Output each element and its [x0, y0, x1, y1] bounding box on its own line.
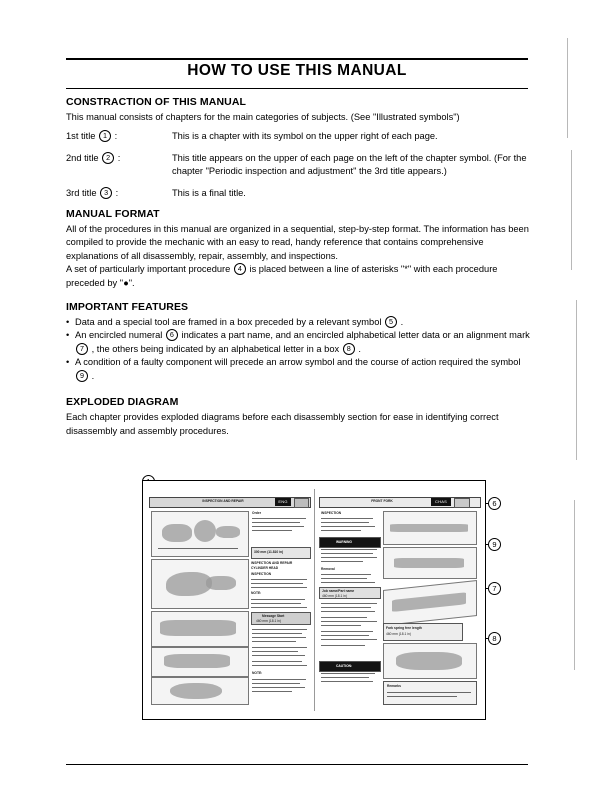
bullet-symbol: ●	[123, 277, 129, 288]
text-rule	[321, 574, 371, 575]
text-rule	[321, 611, 375, 612]
text-rule	[321, 631, 373, 632]
part-blob	[206, 576, 236, 590]
text-rule	[321, 677, 369, 678]
text-rule	[251, 607, 307, 608]
bottom-notes-label: Remarks	[387, 684, 401, 688]
caution-banner	[319, 661, 381, 672]
part-blob	[160, 620, 236, 636]
document-content	[66, 96, 532, 438]
figure-inner	[143, 481, 485, 719]
title-definition-table	[66, 130, 532, 208]
part-blob	[162, 524, 192, 542]
tool-spec-name: Fork spring free length	[386, 626, 422, 630]
component-illustration-a	[151, 611, 249, 647]
footer-rule	[66, 764, 528, 765]
left-header-title: INSPECTION AND REPAIR	[202, 499, 244, 503]
manual-format-paragraph-1: All of the procedures in this manual are organized in a sequential, step-by-step format. The information has been compiled to provide the mechanic with an easy to read, handy reference that contains comprehensive explanations of all disassembly, repair, assembly, and inspections.	[66, 224, 529, 261]
text-rule	[321, 549, 377, 550]
component-illustration-c	[151, 677, 249, 705]
front-fork-illustration	[383, 511, 477, 545]
scan-edge-rule	[576, 300, 577, 460]
text-rule	[251, 579, 307, 580]
title-row-label-suffix: :	[113, 187, 119, 198]
section-heading-construction: CONSTRACTION OF THIS MANUAL	[66, 96, 247, 108]
feature-text-a: Data and a special tool are framed in a box preceded by a relevant symbol	[75, 317, 385, 328]
exploded-parts-illustration	[151, 511, 249, 557]
text-rule	[252, 633, 302, 634]
mf-p2-d: ".	[128, 277, 135, 288]
text-rule	[321, 578, 367, 579]
caution-label: CAUTION:	[336, 664, 353, 668]
special-tool-value: 460 mm (18.1 in)	[322, 593, 347, 598]
text-rule	[321, 617, 367, 618]
part-blob	[392, 592, 466, 612]
text-rule	[251, 587, 307, 588]
chip-eng: ENG	[275, 498, 291, 506]
right-inspection-label: INSPECTION	[321, 511, 342, 515]
title-row-label	[66, 152, 172, 187]
fork-tube-blob	[390, 524, 468, 532]
text-rule	[321, 561, 363, 562]
list-bullet: •	[66, 330, 70, 341]
section-heading-manual-format: MANUAL FORMAT	[66, 208, 160, 221]
important-features-list	[66, 316, 532, 383]
text-rule	[321, 639, 377, 640]
table-row	[66, 130, 532, 151]
title-row-label-prefix: 3rd title	[66, 187, 100, 198]
circled-number-4: 4	[234, 263, 246, 275]
text-rule	[321, 530, 361, 531]
text-rule	[252, 655, 305, 656]
exploded-diagram-figure	[128, 468, 514, 736]
right-lower-text-block	[319, 601, 379, 657]
text-rule	[252, 530, 292, 531]
text-rule	[321, 557, 377, 558]
scan-edge-rule	[574, 500, 575, 670]
feature-text-d: .	[355, 343, 361, 354]
title-row-label-suffix: :	[112, 131, 118, 142]
circled-number-8: 8	[343, 343, 355, 355]
text-rule	[321, 621, 377, 622]
circled-number-5: 5	[385, 316, 397, 328]
title-row-text: This is a chapter with its symbol on the upper right of each page.	[172, 131, 438, 142]
message-start-value: 460 mm (18.1 in)	[256, 619, 281, 623]
callout-6: 6	[488, 497, 501, 510]
message-start-box	[251, 612, 311, 625]
fork-detail-illustration	[383, 547, 477, 579]
part-blob	[394, 558, 464, 568]
text-rule	[252, 679, 306, 680]
note-label: NOTE:	[251, 591, 262, 595]
mf-p2-c: " with each procedure preceded by "	[66, 264, 498, 288]
text-rule	[321, 673, 375, 674]
mf-p2-b: is placed between a line of asterisks "	[246, 264, 405, 275]
title-row-text: This title appears on the upper of each page on the left of the chapter symbol. (For the chapter "Periodic inspection and adjustment" the 3rd title appears.)	[172, 152, 527, 177]
text-rule	[252, 522, 300, 523]
removal-label: Removal	[321, 567, 335, 571]
text-rule	[321, 603, 377, 604]
list-item	[66, 329, 532, 356]
part-blob	[194, 520, 216, 542]
page-title: HOW TO USE THIS MANUAL	[187, 62, 407, 79]
left-section-heading: INSPECTION AND REPAIR	[251, 561, 293, 565]
text-rule	[252, 526, 304, 527]
section-heading-exploded-diagram: EXPLODED DIAGRAM	[66, 396, 179, 409]
text-rule	[251, 583, 303, 584]
title-row-label-prefix: 2nd title	[66, 152, 102, 163]
callout-9: 9	[488, 538, 501, 551]
scan-edge-rule	[571, 150, 572, 270]
title-row-text: This is a final title.	[172, 187, 246, 198]
hand-tool-illustration	[151, 559, 249, 609]
component-illustration-d	[383, 643, 477, 679]
mf-p2-a: A set of particularly important procedure	[66, 264, 233, 275]
circled-number-6: 6	[166, 329, 178, 341]
page-split-rule	[314, 489, 315, 711]
title-row-label	[66, 130, 172, 151]
part-blob	[170, 683, 222, 699]
text-rule	[252, 665, 307, 666]
callout-7: 7	[488, 582, 501, 595]
warning-label: WARNING	[336, 540, 352, 544]
text-rule	[252, 637, 306, 638]
left-inspection-label: INSPECTION	[251, 572, 272, 576]
chapter-symbol-icon	[294, 498, 309, 508]
torque-spec-box	[251, 547, 311, 559]
feature-text-a: A condition of a faulty component will precede an arrow symbol and the course of action required the symbol	[75, 357, 521, 368]
text-rule	[321, 526, 375, 527]
bottom-notes-box	[383, 681, 477, 705]
part-blob	[396, 652, 462, 670]
measurement-illustration	[383, 580, 477, 626]
figure-frame	[142, 480, 486, 720]
warning-banner	[319, 537, 381, 548]
feature-text-c: , the others being indicated by an alphabetical letter in a box	[89, 343, 342, 354]
text-rule	[387, 692, 471, 693]
text-rule	[252, 687, 305, 688]
text-rule	[321, 522, 369, 523]
asterisk-symbol: *	[404, 264, 408, 275]
circled-number-2: 2	[102, 152, 114, 164]
text-rule	[321, 635, 369, 636]
text-rule	[251, 603, 301, 604]
text-rule	[252, 641, 296, 642]
right-header-title: FRONT FORK	[371, 499, 393, 503]
list-item	[66, 356, 532, 383]
part-blob	[216, 526, 240, 538]
circled-number-3: 3	[100, 187, 112, 199]
text-rule	[321, 625, 361, 626]
numbered-steps-block	[251, 627, 309, 701]
text-rule	[321, 607, 371, 608]
parts-order-list	[251, 511, 309, 545]
table-row	[66, 187, 532, 208]
text-rule	[321, 582, 375, 583]
title-row-label-suffix: :	[115, 152, 121, 163]
text-rule	[321, 681, 373, 682]
text-rule	[252, 518, 306, 519]
text-rule	[252, 661, 302, 662]
text-rule	[251, 599, 305, 600]
text-rule	[321, 553, 373, 554]
part-blob	[164, 654, 230, 668]
feature-text-a: An encircled numeral	[75, 330, 165, 341]
tool-spec-tag	[383, 623, 463, 641]
message-start-label: Message Start	[262, 614, 285, 618]
tool-spec-value: 460 mm (18.1 in)	[386, 632, 411, 636]
sketch-rule	[158, 548, 238, 549]
text-rule	[321, 518, 373, 519]
scan-edge-rule	[567, 38, 568, 138]
order-label: Order	[252, 511, 261, 515]
feature-text-b: indicates a part name, and an encircled alphabetical letter data or an alignment mark	[178, 330, 530, 341]
feature-text-b: .	[398, 317, 404, 328]
construction-intro: This manual consists of chapters for the main categories of subjects. (See "Illustrated symbols")	[66, 112, 460, 122]
title-top-rule	[66, 58, 528, 60]
title-row-label	[66, 187, 172, 208]
callout-8: 8	[488, 632, 501, 645]
exploded-diagram-text: Each chapter provides exploded diagrams before each disassembly section for ease in identifying correct disassembly and assembly procedures.	[66, 412, 499, 436]
title-row-label-prefix: 1st title	[66, 131, 99, 142]
list-item	[66, 316, 532, 329]
text-rule	[252, 651, 298, 652]
feature-text-b: .	[89, 370, 95, 381]
list-bullet: •	[66, 357, 70, 368]
component-illustration-b	[151, 647, 249, 677]
circled-number-9: 9	[76, 370, 88, 382]
left-section-subheading: CYLINDER HEAD	[251, 566, 279, 570]
list-bullet: •	[66, 317, 70, 328]
special-tool-box	[319, 587, 381, 599]
circled-number-1: 1	[99, 130, 111, 142]
manual-format-paragraph-2	[66, 263, 532, 290]
text-rule	[387, 696, 457, 697]
text-rule	[252, 629, 307, 630]
chapter-symbol-icon-right	[454, 498, 470, 508]
title-bottom-rule	[66, 88, 528, 89]
note-label-2: NOTE:	[252, 671, 263, 675]
text-rule	[321, 645, 365, 646]
chip-chas: CHAS	[431, 498, 451, 506]
special-tool-name: Job name/Part name	[322, 589, 355, 593]
section-heading-important-features: IMPORTANT FEATURES	[66, 301, 189, 314]
circled-number-7: 7	[76, 343, 88, 355]
text-rule	[252, 647, 307, 648]
text-rule	[252, 683, 300, 684]
text-rule	[252, 691, 292, 692]
torque-value: 300 mm (11.810 in)	[254, 549, 284, 554]
table-row	[66, 152, 532, 187]
